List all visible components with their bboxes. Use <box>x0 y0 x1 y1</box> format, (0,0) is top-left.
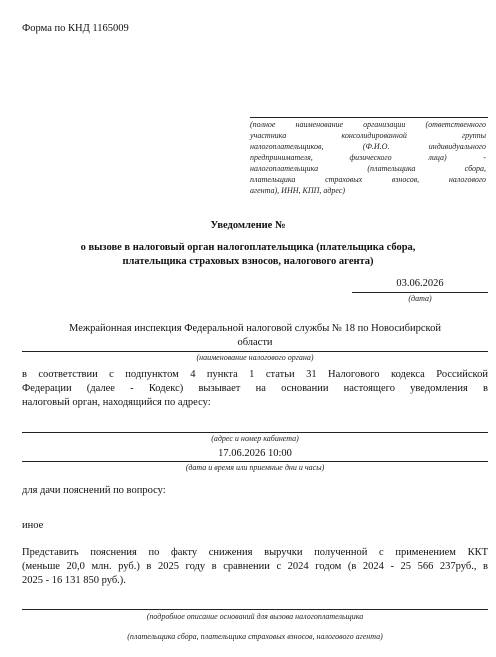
body-line: Федерации (далее - Кодекс) вызывает на основании настоящего уведомления в <box>22 383 488 394</box>
purpose-label: для дачи пояснений по вопросу: <box>22 485 166 496</box>
datetime-caption: (дата и время или приемные дни и часы) <box>185 463 325 472</box>
recipient-caption-line: налогоплательщиков, (Ф.И.О. индивидуального <box>250 142 486 151</box>
recipient-caption-line: плательщика страховых взносов, налогового <box>250 175 486 184</box>
recipient-line <box>250 117 488 118</box>
recipient-caption-line: (полное наименование организации (ответственного <box>250 120 486 129</box>
document-subtitle <box>0 241 496 269</box>
details-caption-1: (подробное описание оснований для вызова налогоплательщика <box>146 612 364 621</box>
details-line: 2025 - 16 131 850 руб.). <box>22 575 126 586</box>
details-line: Представить пояснения по факту снижения выручки полученной с применением ККТ <box>22 547 488 558</box>
body-paragraph <box>22 368 488 410</box>
details-paragraph <box>22 546 488 588</box>
date-caption: (дата) <box>408 294 432 303</box>
body-line: налоговый орган, находящийся по адресу: <box>22 397 211 408</box>
body-line: в соответствии с подпунктом 4 пункта 1 статьи 31 Налогового кодекса Российской <box>22 369 488 380</box>
tax-authority-line: Межрайонная инспекция Федеральной налоговой службы № 18 по Новосибирской <box>69 323 441 334</box>
recipient-caption-line: агента), ИНН, КПП, адрес) <box>250 186 346 195</box>
date-value: 03.06.2026 <box>396 278 444 289</box>
address-caption: (адрес и номер кабинета) <box>211 434 299 443</box>
document-title: Уведомление № <box>210 220 286 231</box>
subtitle-line: о вызове в налоговый орган налогоплательщика (плательщика сбора, <box>80 242 416 253</box>
purpose-value: иное <box>22 520 44 531</box>
tax-authority-line: области <box>237 337 273 348</box>
form-code: Форма по КНД 1165009 <box>22 23 129 34</box>
details-line: (меньше 20,0 млн. руб.) в 2025 году в сравнении с 2024 годом (в 2024 - 25 566 237руб., в <box>22 561 488 572</box>
recipient-caption-line: предпринимателя, физического лица) - <box>250 153 486 162</box>
recipient-caption <box>250 119 486 196</box>
subtitle-line: плательщика страховых взносов, налогового агента) <box>122 256 374 267</box>
tax-authority-caption: (наименование налогового органа) <box>196 353 314 362</box>
recipient-caption-line: участника консолидированной группы <box>250 131 486 140</box>
details-underline <box>22 609 488 610</box>
details-caption-2: (плательщика сбора, плательщика страховых взносов, налогового агента) <box>127 632 383 641</box>
appointment-datetime: 17.06.2026 10:00 <box>218 448 292 459</box>
recipient-caption-line: налогоплательщика (плательщика сбора, <box>250 164 486 173</box>
tax-authority-name <box>22 322 488 350</box>
